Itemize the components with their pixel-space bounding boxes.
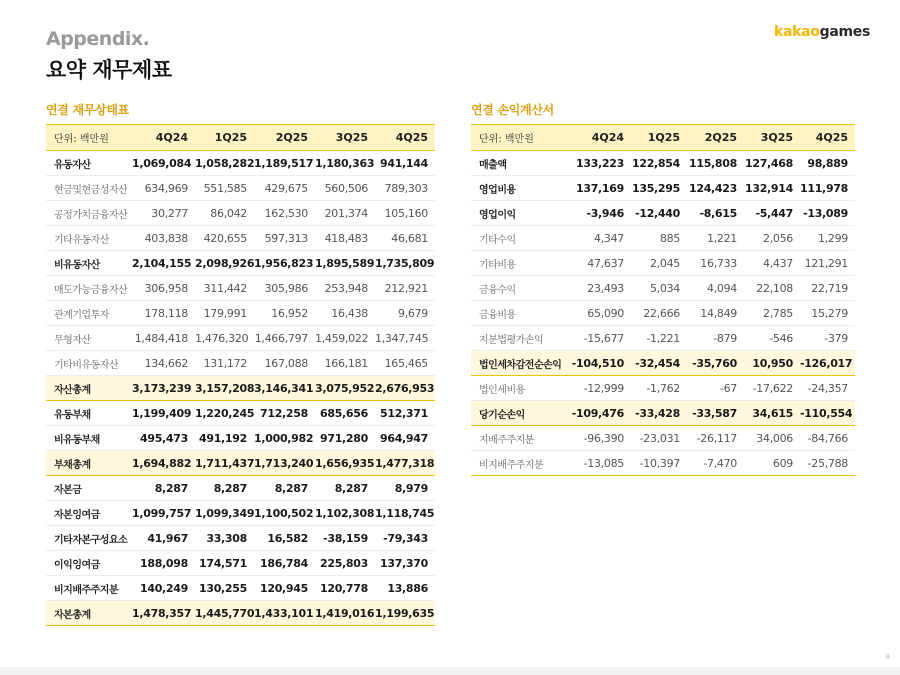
row-label: 자본총계 [46, 601, 132, 626]
table-cell: 1,694,882 [132, 451, 195, 476]
table-cell: 15,279 [800, 301, 855, 326]
row-label: 매도가능금융자산 [46, 276, 132, 301]
table-cell: 46,681 [375, 226, 435, 251]
table-cell: -109,476 [571, 401, 631, 426]
table-cell: 2,056 [744, 226, 800, 251]
table-cell: 165,465 [375, 351, 435, 376]
table-cell: 1,895,589 [315, 251, 375, 276]
table-cell: -879 [687, 326, 744, 351]
table-cell: 885 [631, 226, 687, 251]
table-cell: 609 [744, 451, 800, 476]
table-cell: 306,958 [132, 276, 195, 301]
table-cell: 3,173,239 [132, 376, 195, 401]
income-statement-title: 연결 손익계산서 [471, 103, 554, 117]
row-label: 기타수익 [471, 226, 571, 251]
page-number: 8 [885, 653, 890, 661]
table-cell: 789,303 [375, 176, 435, 201]
unit-label: 단위: 백만원 [471, 125, 571, 151]
table-cell: -79,343 [375, 526, 435, 551]
table-cell: 1,484,418 [132, 326, 195, 351]
table-cell: 23,493 [571, 276, 631, 301]
balance-sheet-title: 연결 재무상태표 [46, 103, 129, 117]
table-cell: 16,733 [687, 251, 744, 276]
column-header: 2Q25 [687, 125, 744, 151]
table-cell: 1,220,245 [195, 401, 254, 426]
table-cell: -12,999 [571, 376, 631, 401]
table-cell: 140,249 [132, 576, 195, 601]
income-statement-table [471, 124, 855, 476]
table-row [471, 426, 855, 451]
table-cell: 14,849 [687, 301, 744, 326]
table-cell: -104,510 [571, 351, 631, 376]
table-cell: 131,172 [195, 351, 254, 376]
table-cell: -10,397 [631, 451, 687, 476]
table-cell: 127,468 [744, 151, 800, 176]
table-row [46, 151, 435, 176]
row-label: 비지배주주지분 [471, 451, 571, 476]
table-cell: 115,808 [687, 151, 744, 176]
table-cell: 22,719 [800, 276, 855, 301]
table-cell: 33,308 [195, 526, 254, 551]
table-cell: -13,089 [800, 201, 855, 226]
column-header: 4Q24 [132, 125, 195, 151]
table-cell: 13,886 [375, 576, 435, 601]
table-cell: 1,956,823 [254, 251, 315, 276]
table-cell: 9,679 [375, 301, 435, 326]
table-cell: 3,157,208 [195, 376, 254, 401]
table-cell: 1,445,770 [195, 601, 254, 626]
table-cell: 188,098 [132, 551, 195, 576]
table-cell: -24,357 [800, 376, 855, 401]
table-row [46, 426, 435, 451]
table-cell: 16,582 [254, 526, 315, 551]
table-cell: 1,100,502 [254, 501, 315, 526]
table-cell: -5,447 [744, 201, 800, 226]
table-cell: -25,788 [800, 451, 855, 476]
table-cell: 1,180,363 [315, 151, 375, 176]
table-cell: 1,118,745 [375, 501, 435, 526]
table-cell: -17,622 [744, 376, 800, 401]
logo-games-text: games [819, 24, 870, 40]
table-cell: -1,221 [631, 326, 687, 351]
table-row [46, 551, 435, 576]
table-cell: 122,854 [631, 151, 687, 176]
table-cell: 1,000,982 [254, 426, 315, 451]
row-label: 현금및현금성자산 [46, 176, 132, 201]
table-cell: 420,655 [195, 226, 254, 251]
table-cell: 1,459,022 [315, 326, 375, 351]
page-title: 요약 재무제표 [46, 58, 172, 82]
table-cell: -26,117 [687, 426, 744, 451]
table-cell: -38,159 [315, 526, 375, 551]
table-cell: 1,419,016 [315, 601, 375, 626]
table-cell: 34,006 [744, 426, 800, 451]
table-cell: 8,287 [315, 476, 375, 501]
table-row [46, 526, 435, 551]
table-cell: 34,615 [744, 401, 800, 426]
table-row [46, 276, 435, 301]
table-row [46, 176, 435, 201]
row-label: 자본잉여금 [46, 501, 132, 526]
table-cell: 132,914 [744, 176, 800, 201]
row-label: 영업이익 [471, 201, 571, 226]
table-cell: 1,069,084 [132, 151, 195, 176]
table-cell: 1,199,409 [132, 401, 195, 426]
table-cell: 1,221 [687, 226, 744, 251]
footer-bar [0, 667, 900, 675]
logo-kakao-text: kakao [773, 24, 820, 40]
row-label: 법인세차감전순손익 [471, 351, 571, 376]
table-row [471, 301, 855, 326]
table-cell: 135,295 [631, 176, 687, 201]
table-cell: 201,374 [315, 201, 375, 226]
table-cell: -3,946 [571, 201, 631, 226]
table-cell: 941,144 [375, 151, 435, 176]
table-cell: 3,146,341 [254, 376, 315, 401]
table-cell: -33,587 [687, 401, 744, 426]
table-cell: 2,104,155 [132, 251, 195, 276]
table-cell: 2,045 [631, 251, 687, 276]
table-row [46, 226, 435, 251]
row-label: 유동부채 [46, 401, 132, 426]
table-cell: 134,662 [132, 351, 195, 376]
table-cell: 491,192 [195, 426, 254, 451]
table-cell: 212,921 [375, 276, 435, 301]
table-cell: 1,058,282 [195, 151, 254, 176]
table-cell: 685,656 [315, 401, 375, 426]
table-cell: 120,945 [254, 576, 315, 601]
table-cell: -13,085 [571, 451, 631, 476]
row-label: 당기순손익 [471, 401, 571, 426]
table-cell: 551,585 [195, 176, 254, 201]
table-cell: 8,979 [375, 476, 435, 501]
row-label: 비유동부채 [46, 426, 132, 451]
table-cell: 512,371 [375, 401, 435, 426]
table-cell: -546 [744, 326, 800, 351]
table-cell: -7,470 [687, 451, 744, 476]
table-cell: -8,615 [687, 201, 744, 226]
table-cell: 65,090 [571, 301, 631, 326]
table-row [471, 326, 855, 351]
table-cell: 495,473 [132, 426, 195, 451]
table-cell: 1,099,349 [195, 501, 254, 526]
row-label: 매출액 [471, 151, 571, 176]
table-row [471, 451, 855, 476]
table-cell: 98,889 [800, 151, 855, 176]
table-cell: 2,098,926 [195, 251, 254, 276]
table-cell: 41,967 [132, 526, 195, 551]
table-cell: 634,969 [132, 176, 195, 201]
table-cell: -84,766 [800, 426, 855, 451]
table-cell: 1,735,809 [375, 251, 435, 276]
table-cell: 4,347 [571, 226, 631, 251]
table-cell: 1,476,320 [195, 326, 254, 351]
column-header: 1Q25 [631, 125, 687, 151]
row-label: 기타비유동자산 [46, 351, 132, 376]
table-cell: 971,280 [315, 426, 375, 451]
row-label: 비유동자산 [46, 251, 132, 276]
row-label: 법인세비용 [471, 376, 571, 401]
table-row [471, 226, 855, 251]
table-cell: 1,299 [800, 226, 855, 251]
row-label: 비지배주주지분 [46, 576, 132, 601]
column-header: 4Q24 [571, 125, 631, 151]
table-cell: -33,428 [631, 401, 687, 426]
table-cell: 179,991 [195, 301, 254, 326]
table-cell: 225,803 [315, 551, 375, 576]
table-row [471, 251, 855, 276]
table-cell: 16,438 [315, 301, 375, 326]
row-label: 자본금 [46, 476, 132, 501]
table-cell: -35,760 [687, 351, 744, 376]
row-label: 부채총계 [46, 451, 132, 476]
table-cell: 2,676,953 [375, 376, 435, 401]
row-label: 영업비용 [471, 176, 571, 201]
row-label: 금융비용 [471, 301, 571, 326]
table-cell: 1,713,240 [254, 451, 315, 476]
table-row [46, 601, 435, 626]
table-cell: -12,440 [631, 201, 687, 226]
row-label: 무형자산 [46, 326, 132, 351]
table-cell: 111,978 [800, 176, 855, 201]
table-cell: 1,711,437 [195, 451, 254, 476]
table-cell: 1,199,635 [375, 601, 435, 626]
table-cell: 1,466,797 [254, 326, 315, 351]
table-cell: 121,291 [800, 251, 855, 276]
table-cell: 166,181 [315, 351, 375, 376]
table-row [471, 276, 855, 301]
row-label: 유동자산 [46, 151, 132, 176]
table-cell: -96,390 [571, 426, 631, 451]
table-row [46, 451, 435, 476]
table-cell: 8,287 [195, 476, 254, 501]
table-cell: 1,477,318 [375, 451, 435, 476]
row-label: 지배주주지분 [471, 426, 571, 451]
table-cell: -23,031 [631, 426, 687, 451]
table-row [46, 251, 435, 276]
table-cell: -379 [800, 326, 855, 351]
column-header: 2Q25 [254, 125, 315, 151]
table-header-row [471, 125, 855, 151]
column-header: 1Q25 [195, 125, 254, 151]
column-header: 4Q25 [800, 125, 855, 151]
table-cell: -15,677 [571, 326, 631, 351]
kakaogames-logo [774, 24, 870, 40]
table-cell: 16,952 [254, 301, 315, 326]
table-row [471, 201, 855, 226]
table-cell: 186,784 [254, 551, 315, 576]
row-label: 공정가치금융자산 [46, 201, 132, 226]
table-cell: 418,483 [315, 226, 375, 251]
table-cell: 597,313 [254, 226, 315, 251]
table-cell: 137,169 [571, 176, 631, 201]
table-row [471, 176, 855, 201]
table-cell: 305,986 [254, 276, 315, 301]
column-header: 3Q25 [744, 125, 800, 151]
table-cell: 167,088 [254, 351, 315, 376]
table-cell: 174,571 [195, 551, 254, 576]
table-row [46, 326, 435, 351]
table-cell: 133,223 [571, 151, 631, 176]
table-cell: 10,950 [744, 351, 800, 376]
table-cell: 1,478,357 [132, 601, 195, 626]
table-cell: 311,442 [195, 276, 254, 301]
table-row [471, 151, 855, 176]
table-cell: 403,838 [132, 226, 195, 251]
table-cell: -32,454 [631, 351, 687, 376]
table-cell: 4,437 [744, 251, 800, 276]
table-cell: 5,034 [631, 276, 687, 301]
table-cell: 4,094 [687, 276, 744, 301]
table-cell: 1,347,745 [375, 326, 435, 351]
table-cell: 30,277 [132, 201, 195, 226]
table-cell: 712,258 [254, 401, 315, 426]
table-cell: 22,666 [631, 301, 687, 326]
column-header: 3Q25 [315, 125, 375, 151]
table-row [46, 351, 435, 376]
table-cell: 8,287 [132, 476, 195, 501]
eyebrow-title: Appendix. [46, 28, 150, 50]
table-row [46, 376, 435, 401]
unit-label: 단위: 백만원 [46, 125, 132, 151]
table-header-row [46, 125, 435, 151]
table-cell: 47,637 [571, 251, 631, 276]
table-cell: 1,656,935 [315, 451, 375, 476]
table-cell: 137,370 [375, 551, 435, 576]
table-cell: 124,423 [687, 176, 744, 201]
table-cell: -1,762 [631, 376, 687, 401]
table-row [46, 401, 435, 426]
row-label: 기타유동자산 [46, 226, 132, 251]
table-row [471, 351, 855, 376]
table-cell: 560,506 [315, 176, 375, 201]
table-cell: -67 [687, 376, 744, 401]
table-cell: 2,785 [744, 301, 800, 326]
table-row [46, 501, 435, 526]
table-cell: -126,017 [800, 351, 855, 376]
table-cell: 105,160 [375, 201, 435, 226]
table-cell: 1,099,757 [132, 501, 195, 526]
table-row [46, 576, 435, 601]
table-cell: 120,778 [315, 576, 375, 601]
table-cell: 1,189,517 [254, 151, 315, 176]
table-cell: 86,042 [195, 201, 254, 226]
table-cell: 3,075,952 [315, 376, 375, 401]
balance-sheet-table [46, 124, 435, 626]
table-cell: 429,675 [254, 176, 315, 201]
table-cell: 253,948 [315, 276, 375, 301]
row-label: 지분법평가손익 [471, 326, 571, 351]
table-row [46, 476, 435, 501]
row-label: 기타비용 [471, 251, 571, 276]
table-cell: 178,118 [132, 301, 195, 326]
table-cell: 1,433,101 [254, 601, 315, 626]
table-cell: 162,530 [254, 201, 315, 226]
table-row [46, 301, 435, 326]
row-label: 기타자본구성요소 [46, 526, 132, 551]
table-row [471, 376, 855, 401]
column-header: 4Q25 [375, 125, 435, 151]
table-cell: 964,947 [375, 426, 435, 451]
table-cell: 8,287 [254, 476, 315, 501]
row-label: 이익잉여금 [46, 551, 132, 576]
table-row [46, 201, 435, 226]
row-label: 자산총계 [46, 376, 132, 401]
row-label: 금융수익 [471, 276, 571, 301]
table-cell: 130,255 [195, 576, 254, 601]
table-cell: 1,102,308 [315, 501, 375, 526]
row-label: 관계기업투자 [46, 301, 132, 326]
table-cell: -110,554 [800, 401, 855, 426]
table-cell: 22,108 [744, 276, 800, 301]
table-row [471, 401, 855, 426]
